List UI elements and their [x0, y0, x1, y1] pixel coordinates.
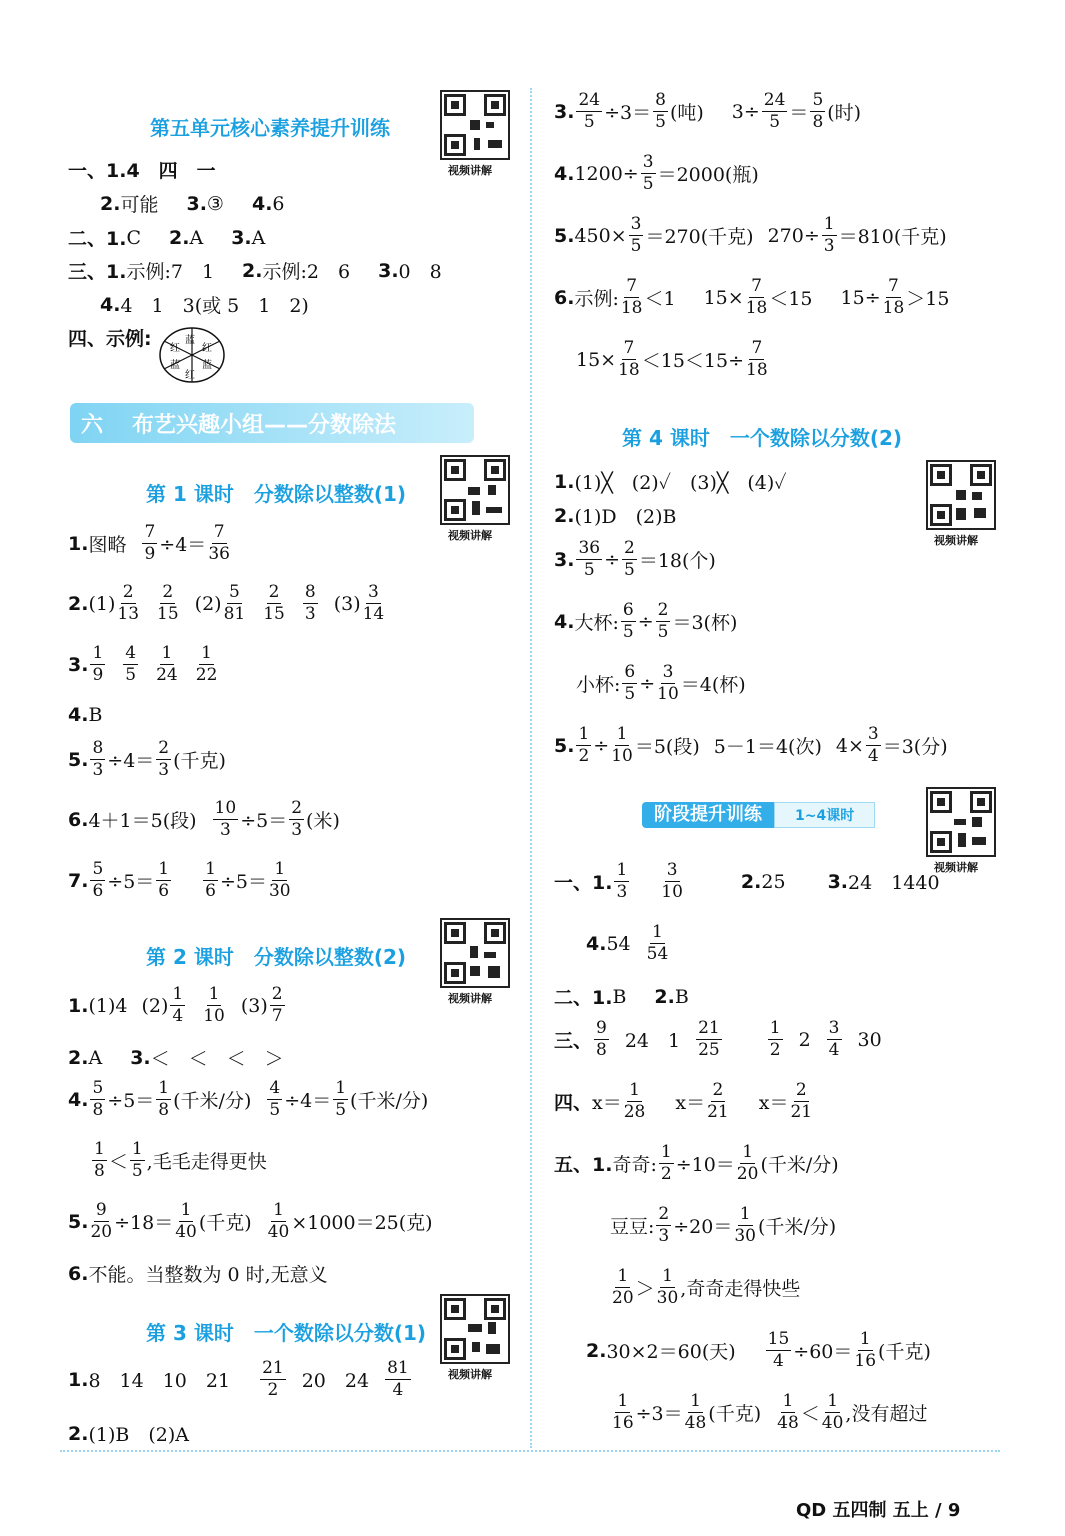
- lesson2-title: 第 2 课时 分数除以整数(2): [146, 945, 407, 969]
- st-l6: 五、1. 奇奇: $\frac{1}{2}$ ÷10＝ 1 20 (千米/分): [554, 1142, 839, 1184]
- l1-q2: 2. (1) 2 13 2 15 (2) 5 81 2 15 8 3 (3) 3 14: [68, 582, 385, 624]
- l4-q2: 2. (1)D (2)B: [554, 504, 677, 528]
- svg-text:红: 红: [185, 370, 195, 381]
- right-column: [534, 0, 1065, 1536]
- qr-label: 视频讲解: [448, 992, 492, 1005]
- l2-q1: 1. (1)4 (2) 1 4 1 10 (3) 2 7: [68, 984, 283, 1026]
- qr-label: 视频讲解: [448, 529, 492, 542]
- column-divider: [530, 88, 532, 1448]
- qr-code-icon[interactable]: [440, 90, 510, 160]
- qr-label: 视频讲解: [934, 534, 978, 547]
- st-l5: 四、 x＝ 1 28 x＝ 2 21 x＝ 2 21: [554, 1080, 813, 1122]
- left-column: [0, 0, 530, 1536]
- st-l2: 4. 54 1 54: [586, 922, 669, 964]
- r-q6b: 15× $\frac{7}{18}$ ＜15＜15÷ $\frac{7}{18}$: [576, 338, 768, 380]
- r-q4: 4. 1200÷ $\frac{3}{5}$ ＝2000(瓶): [554, 152, 759, 194]
- l1-q5: 5. $\frac{8}{3}$ ÷4＝ 2 3 (千克): [68, 738, 226, 780]
- l4-q4b: 小杯: $\frac{6}{5}$ ÷ $\frac{3}{10}$ ＝4(杯): [576, 662, 746, 704]
- l1-q3: 3. 1 9 4 5 1 24 1 22: [68, 643, 218, 685]
- unit5-title: 第五单元核心素养提升训练: [150, 116, 390, 140]
- l2-q2: 2. A 3. ＜ ＜ ＜ ＞: [68, 1046, 284, 1070]
- svg-text:蓝: 蓝: [202, 360, 212, 371]
- u5-line1: 一、1.4 四 一: [68, 160, 216, 182]
- qr-code-icon[interactable]: [440, 918, 510, 988]
- u5-line4: 三、1. 示例:7 1 2. 示例:2 6 3. 0 8: [68, 259, 442, 283]
- svg-text:蓝: 蓝: [170, 360, 180, 371]
- r-q6: 6. 示例: 7 18 ＜1 15× $\frac{7}{18}$ ＜15 15÷ $\frac{7}{18}$ ＞15: [554, 276, 950, 318]
- l4-q4: 4. 大杯: $\frac{6}{5}$ ÷ $\frac{2}{5}$ ＝3(杯): [554, 600, 738, 642]
- qr-code-icon[interactable]: [440, 1294, 510, 1364]
- l2-q4: 4. $\frac{5}{8}$ ÷5＝ 1 8 (千米/分) $\frac{4}{5}$ ÷4＝ 1 5 (千米/分): [68, 1078, 429, 1120]
- l1-q7: 7. $\frac{5}{6}$ ÷5＝ 1 6 $\frac{1}{6}$ ÷5＝ 1 30: [68, 859, 291, 901]
- lesson1-title: 第 1 课时 分数除以整数(1): [146, 482, 407, 506]
- color-wheel-diagram: [158, 326, 226, 384]
- lesson3-title: 第 3 课时 一个数除以分数(1): [146, 1321, 427, 1345]
- st-l7: 豆豆: $\frac{2}{3}$ ÷20＝ 1 30 (千米/分): [610, 1204, 837, 1246]
- qr-code-icon[interactable]: [926, 460, 996, 530]
- l2-q6: 6. 不能。当整数为 0 时,无意义: [68, 1262, 328, 1286]
- svg-text:蓝: 蓝: [185, 335, 195, 346]
- r-q5: 5. 450× $\frac{3}{5}$ ＝270(千克) 270÷ $\frac{1}{3}$ ＝810(千克): [554, 214, 947, 256]
- st-l4: 三、 9 8 24 1 21 25 1 2 2 3 4 30: [554, 1018, 882, 1060]
- qr-label: 视频讲解: [934, 861, 978, 874]
- svg-text:红: 红: [170, 343, 180, 354]
- u5-line3: 二、1. C 2. A 3. A: [68, 226, 266, 250]
- svg-text:红: 红: [202, 343, 212, 354]
- page-footer: QD 五四制 五上 / 9: [796, 1500, 961, 1521]
- chapter-banner: 六 布艺兴趣小组——分数除法: [70, 403, 474, 443]
- l1-q1: 1. 图略 $\frac{7}{9}$ ÷4＝ 7 36: [68, 522, 230, 564]
- lesson4-title: 第 4 课时 一个数除以分数(2): [622, 426, 903, 450]
- st-l10: $\frac{1}{16}$ ÷3＝ 1 48 (千克) 1 48 ＜ 1 40 ,没有超过: [612, 1391, 928, 1433]
- st-l3: 二、1. B 2. B: [554, 985, 689, 1009]
- l4-q3: 3. $\frac{36}{5}$ ÷ $\frac{2}{5}$ ＝18(个): [554, 538, 716, 580]
- l2-q5: 5. $\frac{9}{20}$ ÷18＝ 1 40 (千克) $\frac{1}{40}$ ×1000＝25(克): [68, 1200, 433, 1242]
- u5-line6: 四、示例:: [68, 328, 152, 350]
- qr-label: 视频讲解: [448, 164, 492, 177]
- l4-q1: 1. (1)╳ (2)✓ (3)╳ (4)✓: [554, 470, 787, 494]
- u5-line5: 4. 4 1 3(或 5 1 2): [100, 293, 309, 317]
- qr-code-icon[interactable]: [440, 455, 510, 525]
- l3-q2: 2. (1)B (2)A: [68, 1422, 189, 1446]
- qr-label: 视频讲解: [448, 1368, 492, 1381]
- u5-line2: 2. 可能 3. ③ 4. 6: [100, 192, 285, 216]
- l4-q5: 5. $\frac{1}{2}$ ÷ $\frac{1}{10}$ ＝5(段) 5－1＝4(次) 4× $\frac{3}{4}$ ＝3(分): [554, 724, 948, 766]
- stage-training-header: 阶段提升训练 1~4课时: [642, 802, 875, 828]
- st-l9: 2. 30×2＝60(天) $\frac{15}{4}$ ÷60＝ 1 16 (千克): [586, 1329, 931, 1371]
- l2-q4b: 1 8 ＜ 1 5 ,毛毛走得更快: [94, 1139, 267, 1181]
- r-q3: 3. $\frac{24}{5}$ ÷3＝ 8 5 (吨) 3÷ $\frac{24}{5}$ ＝ 5 8 (时): [554, 90, 862, 132]
- l1-q6: 6. 4＋1＝5(段) $\frac{10}{3}$ ÷5＝ 2 3 (米): [68, 798, 340, 840]
- l3-q1: 1. 8 14 10 21 21 2 20 24 81 4: [68, 1358, 409, 1400]
- st-l1: 一、1. 1 3 3 10 2. 25 3. 24 1440: [554, 860, 940, 902]
- qr-code-icon[interactable]: [926, 787, 996, 857]
- l1-q4: 4. B: [68, 704, 103, 726]
- st-l8: 1 20 ＞ 1 30 ,奇奇走得快些: [612, 1266, 801, 1308]
